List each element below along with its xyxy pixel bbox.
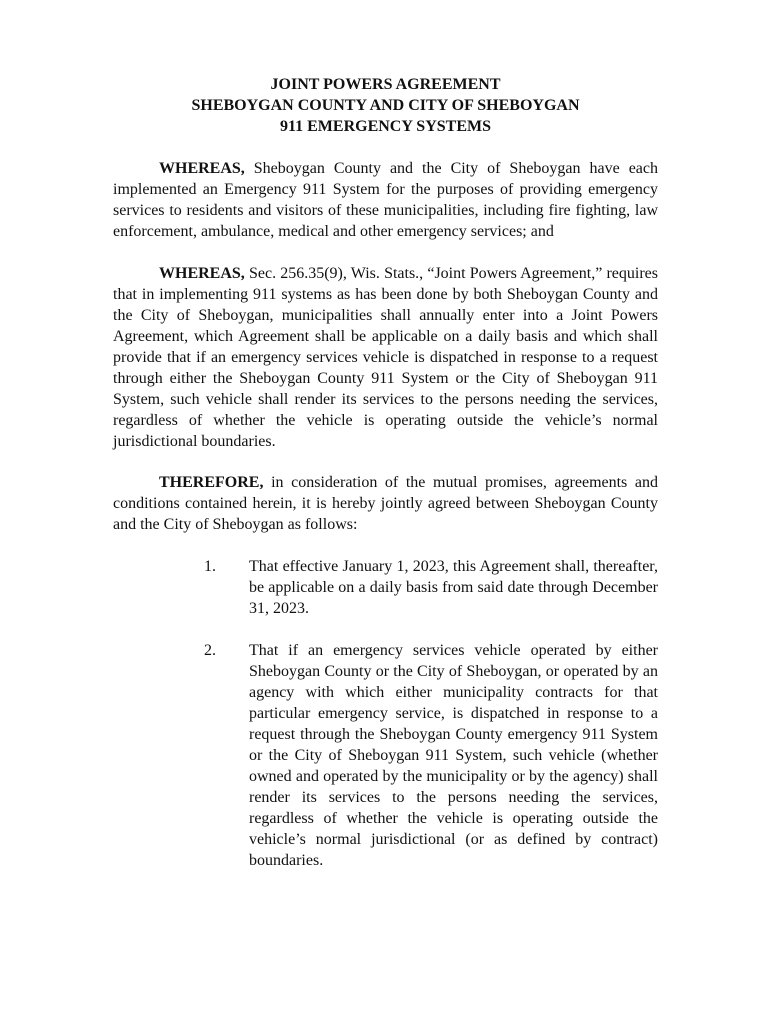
whereas-paragraph-1	[113, 158, 658, 242]
document-title	[113, 74, 658, 137]
paragraph-text: Sheboygan County and the City of Sheboygan have each implemented an Emergency 911 System for the purposes of providing emergency services to residents and visitors of these municipalities, including fire fighting, law enforcement, ambulance, medical and other emergency services; and	[113, 160, 658, 240]
title-line: 911 EMERGENCY SYSTEMS	[280, 118, 491, 135]
paragraph-text: in consideration of the mutual promises, agreements and conditions contained herein, it is hereby jointly agreed between Sheboygan County and the City of Sheboygan as follows:	[113, 474, 658, 533]
therefore-paragraph	[113, 472, 658, 535]
item-text: That if an emergency services vehicle operated by either Sheboygan County or the City of Sheboygan, or operated by an agency with which either municipality contracts for that particular emergency service, is dispatched in response to a request through the Sheboygan County emergency 911 System or the City of Sheboygan 911 System, such vehicle (whether owned and operated by the municipality or by the agency) shall render its services to the persons needing the services, regardless of whether the vehicle is operating outside the vehicle’s normal jurisdictional (or as defined by contract) boundaries.	[249, 642, 658, 869]
paragraph-lead: WHEREAS,	[159, 265, 245, 282]
item-text: That effective January 1, 2023, this Agreement shall, thereafter, be applicable on a daily basis from said date through December 31, 2023.	[249, 558, 658, 617]
item-number: 2.	[204, 642, 216, 659]
paragraph-text: Sec. 256.35(9), Wis. Stats., “Joint Powers Agreement,” requires that in implementing 911 systems as has been done by both Sheboygan County and the City of Sheboygan, municipalities shall annually enter into a Joint Powers Agreement, which Agreement shall be applicable on a daily basis and which shall provide that if an emergency services vehicle is dispatched in response to a request through either the Sheboygan County 911 System or the City of Sheboygan 911 System, such vehicle shall render its services to the persons needing the services, regardless of whether the vehicle is operating outside the vehicle’s normal jurisdictional boundaries.	[113, 265, 658, 450]
paragraph-lead: WHEREAS,	[159, 160, 245, 177]
whereas-paragraph-2	[113, 263, 658, 452]
paragraph-lead: THEREFORE,	[159, 474, 264, 491]
document-page	[113, 74, 658, 871]
list-item	[113, 556, 658, 619]
numbered-list	[113, 556, 658, 871]
title-line: JOINT POWERS AGREEMENT	[270, 76, 501, 93]
item-number: 1.	[204, 558, 216, 575]
title-line: SHEBOYGAN COUNTY AND CITY OF SHEBOYGAN	[191, 97, 580, 114]
list-item	[113, 640, 658, 871]
